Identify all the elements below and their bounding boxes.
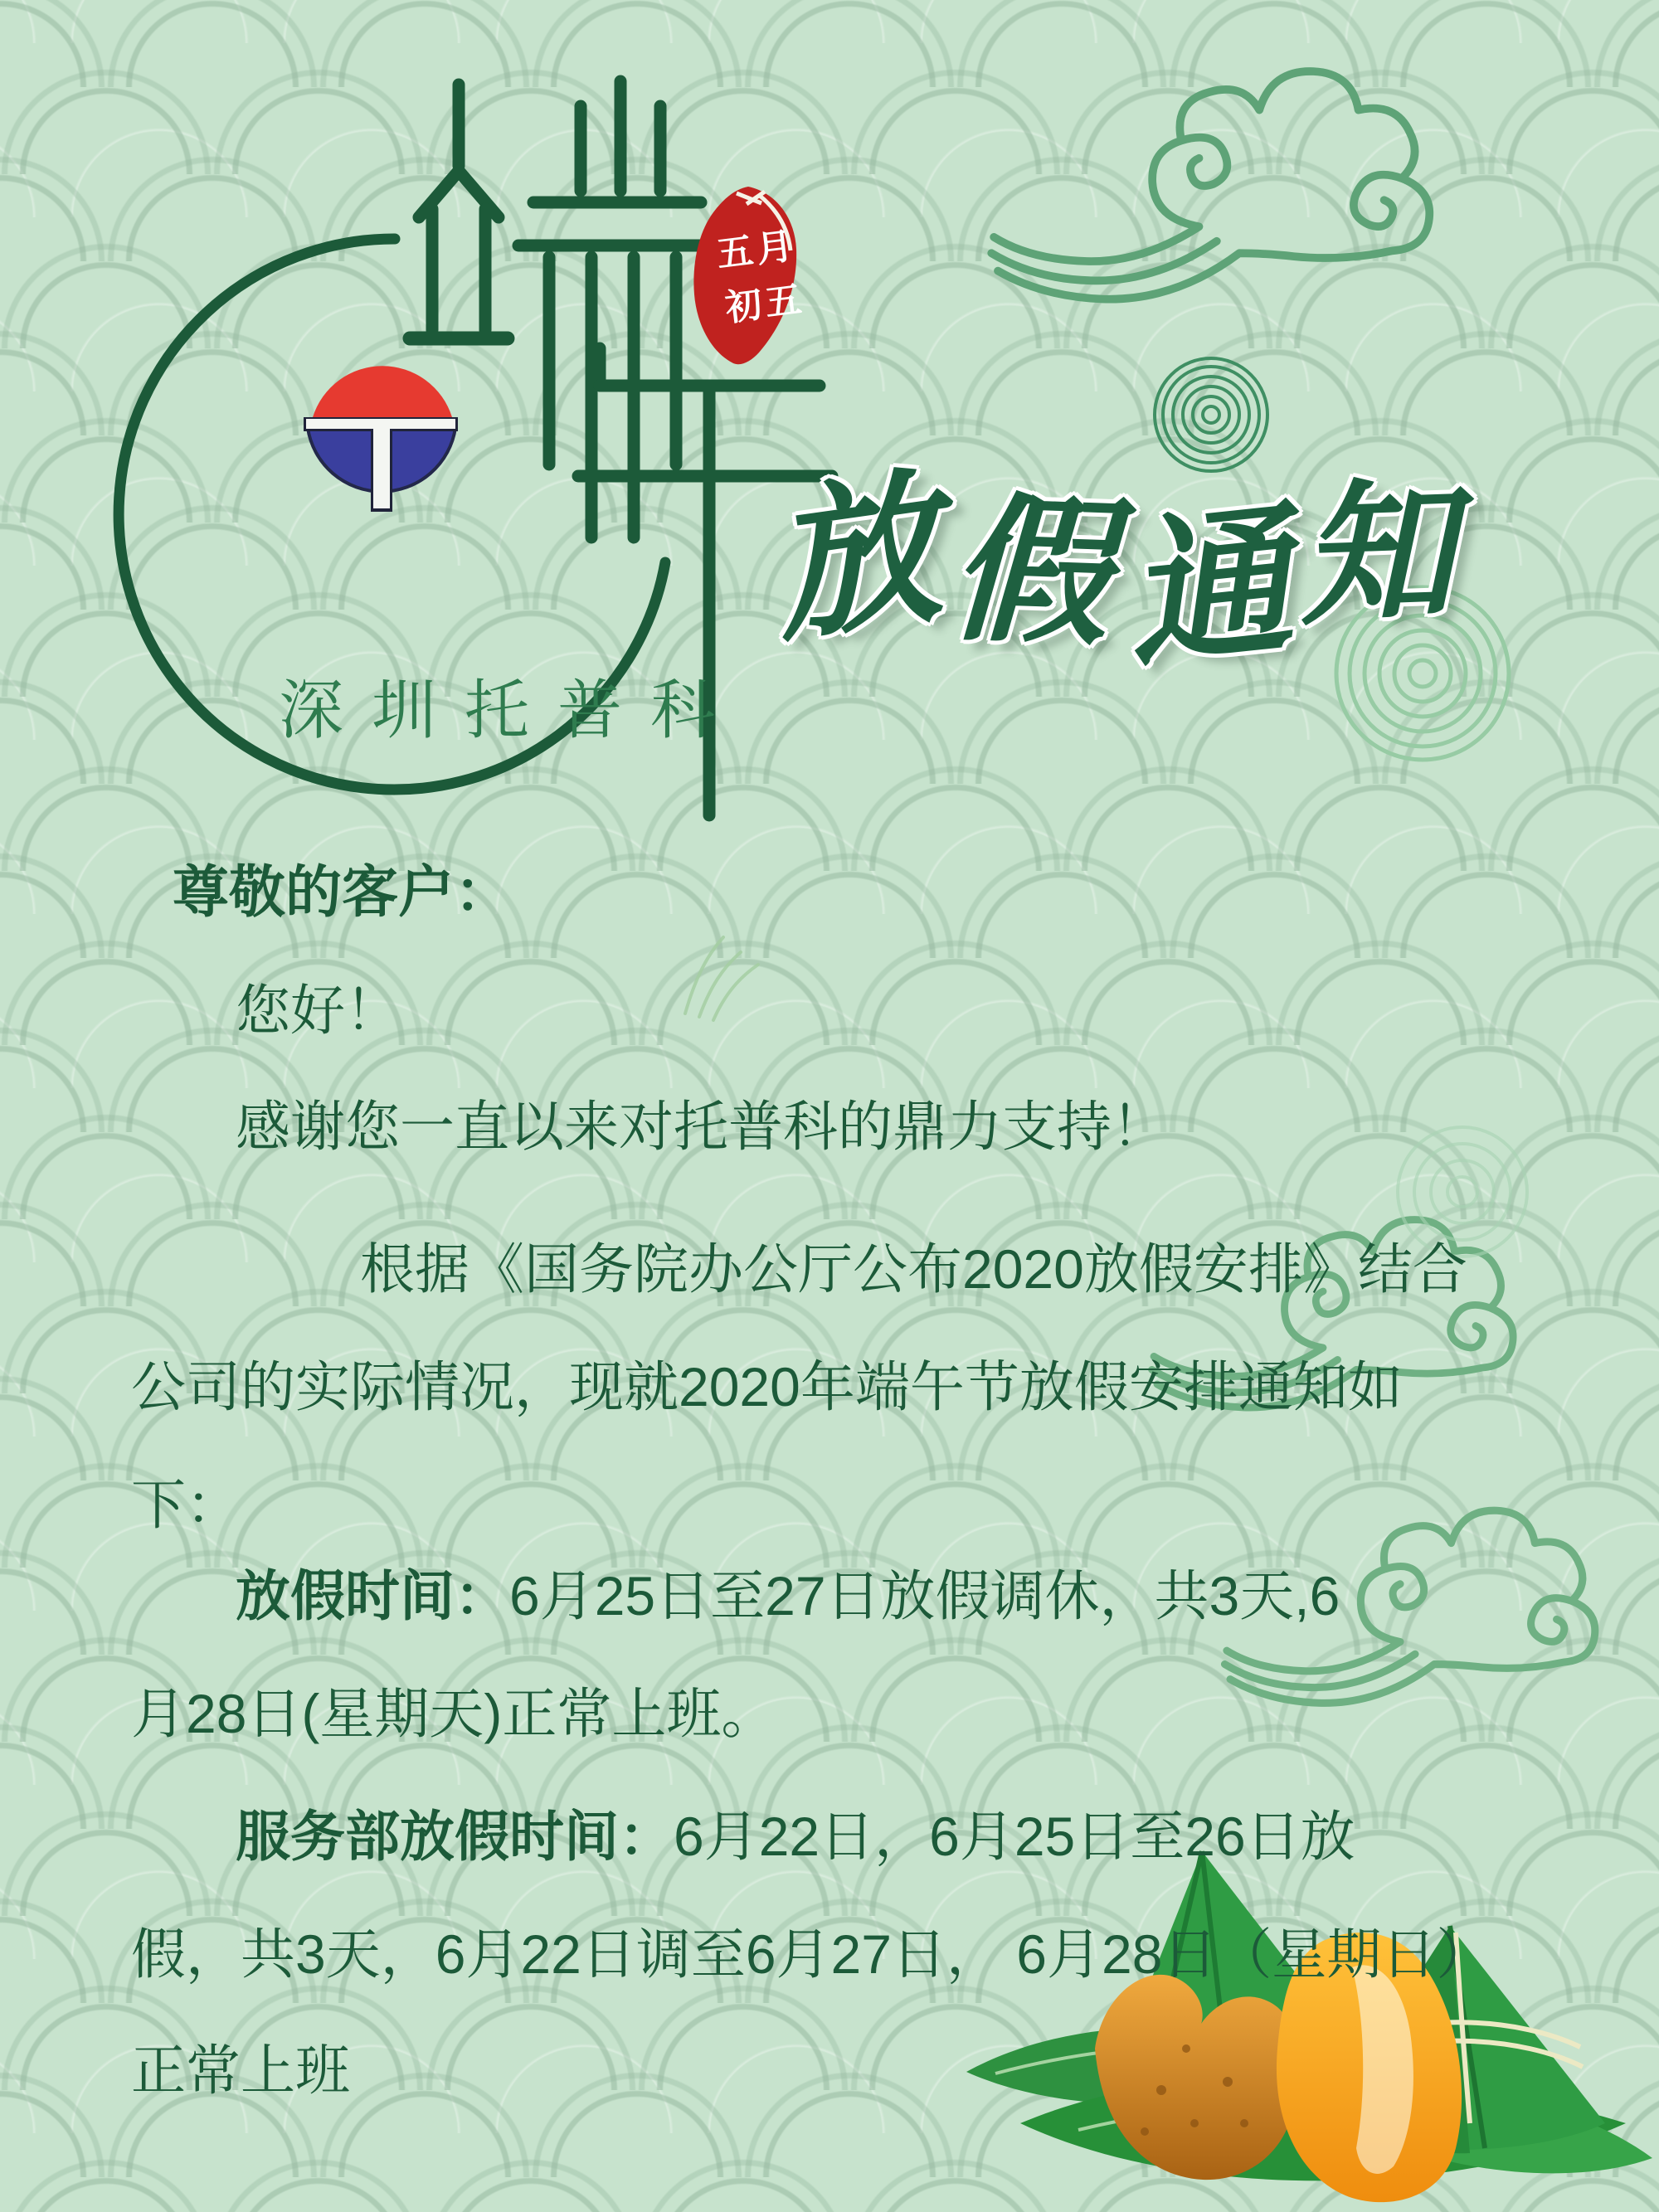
zongzi-illustration	[966, 1851, 1652, 2202]
holiday-time-line-2: 月28日(星期天)正常上班。	[131, 1683, 776, 1744]
title-char-4: 知	[1296, 468, 1457, 645]
title-char-3: 通	[1117, 492, 1299, 688]
policy-line-3: 下：	[131, 1474, 241, 1535]
service-dept-line-3: 正常上班	[131, 2039, 350, 2101]
festival-seal	[693, 187, 807, 364]
holiday-time-line-1	[236, 1566, 1340, 1627]
company-logo	[304, 366, 458, 512]
grass-strokes	[685, 937, 758, 1020]
cloud-motif-top-right	[991, 71, 1429, 299]
policy-line-2: 公司的实际情况，现就2020年端午节放假安排通知如	[131, 1356, 1403, 1417]
seal-text-line2: 初五	[722, 279, 808, 329]
service-dept-label: 服务部放假时间：	[236, 1806, 674, 1867]
thanks-line: 感谢您一直以来对托普科的鼎力支持！	[236, 1096, 1166, 1157]
company-name: 深圳托普科	[279, 674, 744, 746]
service-dept-value: 6月22日，6月25日至26日放	[674, 1806, 1355, 1867]
seal-shape	[693, 187, 799, 364]
title-char-1: 放	[760, 458, 951, 663]
holiday-time-value: 6月25日至27日放假调休，共3天,6	[509, 1565, 1340, 1626]
logo-red-dome	[313, 366, 452, 417]
greeting-line: 您好！	[236, 980, 400, 1041]
logo-t-stem	[373, 419, 390, 508]
seal-text-line1: 五月	[714, 225, 799, 275]
holiday-time-label: 放假时间：	[236, 1565, 509, 1626]
salutation: 尊敬的客户：	[173, 861, 512, 924]
spiral-dark	[1155, 358, 1267, 471]
service-dept-line-1	[236, 1806, 1355, 1868]
spiral-faint	[1398, 1127, 1527, 1257]
page-title	[760, 458, 1457, 688]
policy-line-1: 根据《国务院办公厅公布2020放假安排》结合	[360, 1238, 1467, 1300]
duan-character-art	[410, 81, 710, 537]
service-dept-line-2: 假，共3天，6月22日调至6月27日， 6月28日（星期日）	[131, 1923, 1491, 1985]
title-char-2: 假	[946, 482, 1112, 665]
